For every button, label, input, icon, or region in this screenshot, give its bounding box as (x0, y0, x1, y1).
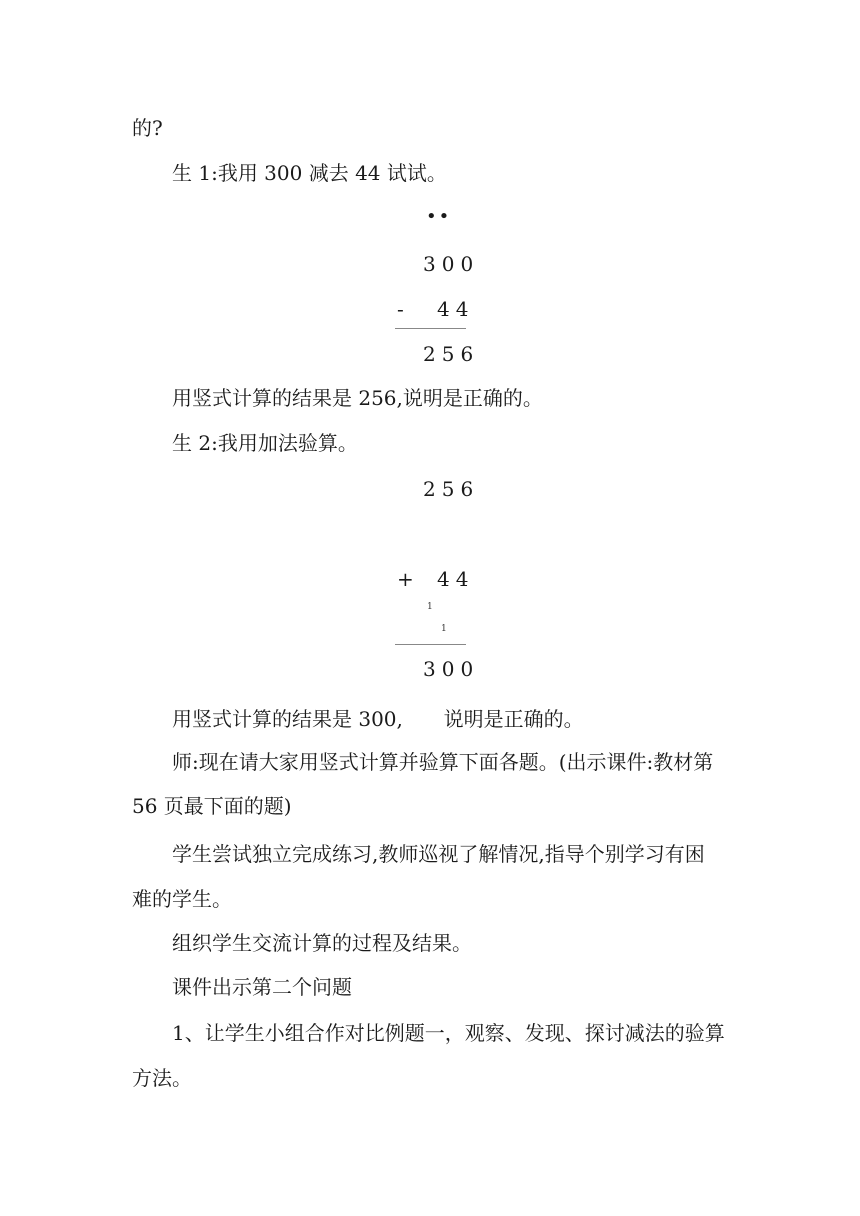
minus-operator: - (397, 297, 410, 321)
text-line-5-part-a: 用竖式计算的结果是 300, (172, 707, 403, 731)
carry-mark-1: 1 (427, 602, 433, 612)
text-line-13: 方法。 (132, 1066, 192, 1090)
text-line-5 (172, 707, 860, 731)
text-line-5-part-b: 说明是正确的。 (443, 707, 584, 731)
borrow-dots: •• (426, 206, 452, 227)
text-line-12: 1、让学生小组合作对比例题一，观察、发现、探讨减法的验算 (172, 1021, 725, 1045)
plus-operator: + (397, 567, 420, 591)
text-line-11: 课件出示第二个问题 (172, 975, 352, 999)
text-line-1: 的? (132, 116, 163, 140)
addition-rule (395, 644, 466, 645)
text-line-8: 学生尝试独立完成练习,教师巡视了解情况,指导个别学习有困 (172, 842, 705, 866)
addition-result: 300 (423, 657, 480, 681)
text-line-3: 用竖式计算的结果是 256,说明是正确的。 (172, 386, 543, 410)
addend-2: 44 (437, 567, 475, 591)
text-line-10: 组织学生交流计算的过程及结果。 (172, 931, 472, 955)
subtraction-rule (395, 328, 466, 329)
text-line-2: 生 1:我用 300 减去 44 试试。 (172, 161, 447, 185)
text-line-9: 难的学生。 (132, 887, 232, 911)
subtraction-result: 256 (423, 342, 480, 366)
subtrahend: 44 (437, 297, 475, 321)
text-line-6: 师:现在请大家用竖式计算并验算下面各题。(出示课件:教材第 (172, 750, 714, 774)
text-line-4: 生 2:我用加法验算。 (172, 431, 358, 455)
addend-1: 256 (423, 477, 480, 501)
minuend: 300 (423, 252, 480, 276)
text-line-7: 56 页最下面的题) (132, 794, 292, 818)
carry-mark-2: 1 (441, 624, 447, 634)
